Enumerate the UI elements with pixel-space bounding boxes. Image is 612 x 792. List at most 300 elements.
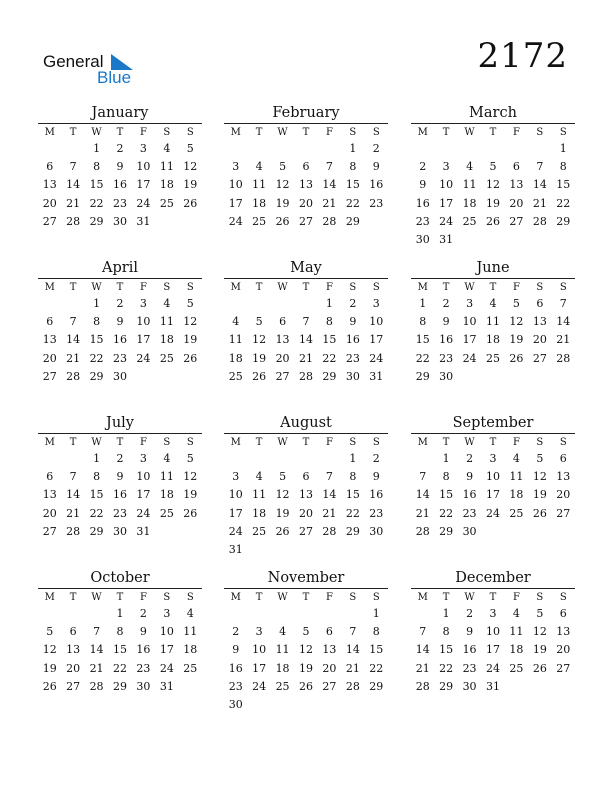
weekday-label: S bbox=[349, 127, 357, 138]
day-cell: 11 bbox=[275, 643, 290, 657]
day-cell: 13 bbox=[556, 470, 571, 484]
weekday-label: W bbox=[277, 127, 288, 138]
day-cell: 12 bbox=[509, 315, 524, 329]
weekday-label: W bbox=[464, 127, 475, 138]
day-cell: 14 bbox=[66, 488, 81, 502]
day-cell: 29 bbox=[112, 679, 127, 693]
day-cell: 16 bbox=[415, 196, 430, 210]
weekday-header bbox=[38, 435, 202, 450]
day-cell: 20 bbox=[556, 488, 571, 502]
month-september bbox=[411, 414, 575, 541]
day-cell: 11 bbox=[228, 333, 243, 347]
month-name: December bbox=[455, 570, 531, 586]
day-cell: 14 bbox=[415, 488, 430, 502]
day-cell: 10 bbox=[485, 470, 500, 484]
day-cell: 20 bbox=[298, 506, 313, 520]
day-cell: 26 bbox=[252, 369, 267, 383]
month-divider bbox=[224, 588, 388, 589]
day-cell: 26 bbox=[275, 524, 290, 538]
day-cell: 13 bbox=[298, 488, 313, 502]
day-cell: 11 bbox=[252, 178, 267, 192]
day-cell: 8 bbox=[559, 160, 567, 174]
day-cell: 9 bbox=[349, 315, 357, 329]
day-cell: 13 bbox=[42, 178, 57, 192]
day-cell: 17 bbox=[228, 196, 243, 210]
day-cell: 24 bbox=[159, 661, 174, 675]
empty-day-cell bbox=[294, 450, 317, 468]
day-cell: 2 bbox=[116, 452, 124, 465]
day-cell: 4 bbox=[489, 297, 497, 310]
day-cell: 11 bbox=[159, 160, 174, 174]
month-name: January bbox=[91, 105, 149, 121]
weekday-header bbox=[224, 435, 388, 450]
weekday-label: S bbox=[372, 592, 380, 603]
day-cell: 3 bbox=[255, 625, 263, 639]
month-june bbox=[411, 259, 575, 386]
day-cell: 15 bbox=[439, 643, 454, 657]
day-cell: 30 bbox=[415, 232, 430, 246]
day-cell: 14 bbox=[66, 178, 81, 192]
empty-day-cell bbox=[505, 140, 528, 158]
weekday-label: F bbox=[512, 592, 520, 603]
weekday-label: F bbox=[139, 127, 147, 138]
day-grid bbox=[38, 140, 202, 231]
weekday-label: T bbox=[116, 282, 124, 293]
day-cell: 21 bbox=[322, 196, 337, 210]
day-cell: 12 bbox=[42, 643, 57, 657]
day-cell: 29 bbox=[369, 679, 384, 693]
day-cell: 10 bbox=[462, 315, 477, 329]
day-cell: 4 bbox=[255, 470, 263, 484]
day-cell: 16 bbox=[112, 488, 127, 502]
day-cell: 2 bbox=[116, 297, 124, 310]
day-cell: 25 bbox=[275, 679, 290, 693]
weekday-label: S bbox=[559, 592, 567, 603]
day-cell: 27 bbox=[42, 369, 57, 383]
weekday-label: F bbox=[325, 592, 333, 603]
empty-day-cell bbox=[224, 295, 247, 313]
day-grid bbox=[38, 605, 202, 696]
day-cell: 21 bbox=[556, 333, 571, 347]
weekday-header bbox=[38, 280, 202, 295]
day-grid bbox=[411, 140, 575, 249]
day-cell: 14 bbox=[322, 488, 337, 502]
day-cell: 26 bbox=[298, 679, 313, 693]
day-cell: 16 bbox=[228, 661, 243, 675]
day-cell: 4 bbox=[255, 160, 263, 174]
day-cell: 27 bbox=[298, 524, 313, 538]
day-cell: 9 bbox=[442, 315, 450, 329]
month-divider bbox=[224, 433, 388, 434]
weekday-label: T bbox=[116, 127, 124, 138]
day-cell: 8 bbox=[372, 625, 380, 639]
day-cell: 29 bbox=[415, 369, 430, 383]
day-cell: 9 bbox=[466, 625, 474, 639]
day-cell: 28 bbox=[322, 214, 337, 228]
day-cell: 29 bbox=[345, 214, 360, 228]
day-cell: 3 bbox=[489, 607, 497, 620]
day-cell: 29 bbox=[89, 369, 104, 383]
weekday-label: W bbox=[91, 282, 102, 293]
day-cell: 13 bbox=[42, 488, 57, 502]
day-cell: 11 bbox=[159, 315, 174, 329]
day-cell: 25 bbox=[252, 524, 267, 538]
day-cell: 20 bbox=[42, 506, 57, 520]
weekday-label: S bbox=[536, 592, 544, 603]
day-cell: 23 bbox=[462, 506, 477, 520]
day-cell: 16 bbox=[462, 643, 477, 657]
day-cell: 1 bbox=[372, 607, 380, 620]
day-cell: 15 bbox=[556, 178, 571, 192]
day-cell: 16 bbox=[112, 333, 127, 347]
day-cell: 6 bbox=[46, 315, 54, 329]
day-cell: 20 bbox=[509, 196, 524, 210]
month-name: August bbox=[280, 415, 332, 431]
weekday-label: F bbox=[139, 282, 147, 293]
empty-day-cell bbox=[271, 450, 294, 468]
day-cell: 21 bbox=[322, 506, 337, 520]
day-cell: 23 bbox=[112, 351, 127, 365]
day-cell: 18 bbox=[159, 178, 174, 192]
weekday-label: T bbox=[69, 592, 77, 603]
day-grid bbox=[411, 295, 575, 386]
day-cell: 20 bbox=[532, 333, 547, 347]
weekday-label: S bbox=[186, 437, 194, 448]
month-name: June bbox=[476, 260, 510, 276]
day-cell: 15 bbox=[345, 178, 360, 192]
day-cell: 27 bbox=[532, 351, 547, 365]
empty-day-cell bbox=[61, 140, 84, 158]
weekday-label: T bbox=[302, 127, 310, 138]
empty-day-cell bbox=[61, 450, 84, 468]
weekday-label: S bbox=[536, 437, 544, 448]
day-cell: 23 bbox=[369, 506, 384, 520]
day-cell: 14 bbox=[532, 178, 547, 192]
weekday-label: M bbox=[417, 437, 428, 448]
day-cell: 25 bbox=[159, 196, 174, 210]
day-cell: 6 bbox=[559, 452, 567, 465]
day-cell: 16 bbox=[345, 333, 360, 347]
empty-day-cell bbox=[318, 450, 341, 468]
weekday-label: M bbox=[230, 437, 241, 448]
empty-day-cell bbox=[411, 140, 434, 158]
day-cell: 20 bbox=[42, 196, 57, 210]
day-cell: 15 bbox=[439, 488, 454, 502]
day-cell: 16 bbox=[462, 488, 477, 502]
empty-day-cell bbox=[247, 140, 270, 158]
day-cell: 25 bbox=[183, 661, 198, 675]
weekday-header bbox=[38, 590, 202, 605]
weekday-label: S bbox=[163, 437, 171, 448]
day-cell: 12 bbox=[485, 178, 500, 192]
day-cell: 3 bbox=[489, 452, 497, 465]
day-cell: 20 bbox=[556, 643, 571, 657]
day-cell: 26 bbox=[509, 351, 524, 365]
empty-day-cell bbox=[247, 605, 270, 623]
day-cell: 18 bbox=[159, 333, 174, 347]
day-grid bbox=[411, 605, 575, 696]
day-cell: 5 bbox=[46, 625, 54, 639]
year-title: 2172 bbox=[477, 36, 568, 76]
day-cell: 15 bbox=[89, 178, 104, 192]
day-cell: 30 bbox=[112, 369, 127, 383]
day-cell: 28 bbox=[322, 524, 337, 538]
weekday-label: T bbox=[116, 592, 124, 603]
day-cell: 4 bbox=[512, 607, 520, 620]
day-cell: 1 bbox=[116, 607, 124, 620]
day-cell: 24 bbox=[462, 351, 477, 365]
empty-day-cell bbox=[85, 605, 108, 623]
day-cell: 28 bbox=[415, 679, 430, 693]
day-cell: 25 bbox=[159, 506, 174, 520]
weekday-label: S bbox=[163, 592, 171, 603]
day-cell: 24 bbox=[485, 506, 500, 520]
weekday-label: S bbox=[372, 127, 380, 138]
month-divider bbox=[38, 588, 202, 589]
day-cell: 24 bbox=[439, 214, 454, 228]
day-cell: 9 bbox=[116, 160, 124, 174]
day-cell: 27 bbox=[556, 506, 571, 520]
day-cell: 4 bbox=[163, 452, 171, 465]
day-cell: 3 bbox=[139, 452, 147, 465]
day-cell: 13 bbox=[532, 315, 547, 329]
day-cell: 23 bbox=[369, 196, 384, 210]
weekday-label: S bbox=[349, 592, 357, 603]
day-cell: 18 bbox=[485, 333, 500, 347]
day-cell: 13 bbox=[509, 178, 524, 192]
day-cell: 3 bbox=[232, 160, 240, 174]
day-cell: 8 bbox=[349, 160, 357, 174]
weekday-label: S bbox=[186, 592, 194, 603]
day-cell: 3 bbox=[232, 470, 240, 484]
month-divider bbox=[411, 123, 575, 124]
empty-day-cell bbox=[528, 140, 551, 158]
day-cell: 20 bbox=[42, 351, 57, 365]
empty-day-cell bbox=[38, 605, 61, 623]
day-cell: 30 bbox=[345, 369, 360, 383]
day-cell: 4 bbox=[512, 452, 520, 465]
weekday-label: T bbox=[302, 282, 310, 293]
day-cell: 24 bbox=[369, 351, 384, 365]
day-cell: 27 bbox=[556, 661, 571, 675]
day-cell: 8 bbox=[93, 315, 101, 329]
month-december bbox=[411, 569, 575, 696]
day-cell: 1 bbox=[349, 452, 357, 465]
day-cell: 7 bbox=[69, 160, 77, 174]
weekday-label: S bbox=[536, 127, 544, 138]
day-cell: 29 bbox=[89, 524, 104, 538]
day-cell: 12 bbox=[275, 178, 290, 192]
day-cell: 1 bbox=[93, 452, 101, 465]
month-april bbox=[38, 259, 202, 386]
day-cell: 27 bbox=[509, 214, 524, 228]
day-cell: 11 bbox=[252, 488, 267, 502]
weekday-label: F bbox=[512, 127, 520, 138]
weekday-label: T bbox=[116, 437, 124, 448]
day-cell: 24 bbox=[228, 214, 243, 228]
weekday-label: M bbox=[230, 592, 241, 603]
weekday-label: W bbox=[464, 437, 475, 448]
day-cell: 5 bbox=[536, 607, 544, 620]
day-cell: 2 bbox=[116, 142, 124, 155]
day-cell: 20 bbox=[322, 661, 337, 675]
day-cell: 7 bbox=[349, 625, 357, 639]
day-cell: 15 bbox=[345, 488, 360, 502]
day-cell: 7 bbox=[419, 625, 427, 639]
month-name: October bbox=[90, 570, 150, 586]
day-cell: 19 bbox=[42, 661, 57, 675]
day-cell: 14 bbox=[556, 315, 571, 329]
day-cell: 19 bbox=[183, 333, 198, 347]
day-cell: 22 bbox=[556, 196, 571, 210]
weekday-label: S bbox=[186, 282, 194, 293]
empty-day-cell bbox=[481, 140, 504, 158]
day-cell: 11 bbox=[509, 470, 524, 484]
weekday-label: S bbox=[536, 282, 544, 293]
weekday-label: T bbox=[442, 592, 450, 603]
day-cell: 10 bbox=[252, 643, 267, 657]
day-cell: 10 bbox=[439, 178, 454, 192]
day-cell: 2 bbox=[139, 607, 147, 620]
day-cell: 7 bbox=[302, 315, 310, 329]
day-cell: 25 bbox=[252, 214, 267, 228]
day-cell: 28 bbox=[66, 214, 81, 228]
day-cell: 10 bbox=[136, 470, 151, 484]
day-cell: 31 bbox=[228, 542, 243, 556]
day-cell: 23 bbox=[439, 351, 454, 365]
day-cell: 30 bbox=[439, 369, 454, 383]
day-cell: 28 bbox=[532, 214, 547, 228]
day-cell: 5 bbox=[279, 470, 287, 484]
day-cell: 1 bbox=[349, 142, 357, 155]
day-cell: 8 bbox=[325, 315, 333, 329]
weekday-header bbox=[38, 125, 202, 140]
month-divider bbox=[411, 588, 575, 589]
day-cell: 15 bbox=[89, 488, 104, 502]
weekday-label: W bbox=[277, 437, 288, 448]
day-cell: 24 bbox=[252, 679, 267, 693]
day-cell: 3 bbox=[442, 160, 450, 174]
day-cell: 9 bbox=[116, 470, 124, 484]
weekday-label: F bbox=[139, 592, 147, 603]
day-cell: 15 bbox=[415, 333, 430, 347]
day-grid bbox=[224, 450, 388, 559]
day-cell: 28 bbox=[345, 679, 360, 693]
weekday-label: F bbox=[139, 437, 147, 448]
day-cell: 13 bbox=[66, 643, 81, 657]
day-cell: 17 bbox=[252, 661, 267, 675]
day-cell: 29 bbox=[439, 524, 454, 538]
day-cell: 23 bbox=[112, 506, 127, 520]
day-cell: 2 bbox=[372, 142, 380, 155]
empty-day-cell bbox=[247, 295, 270, 313]
empty-day-cell bbox=[271, 140, 294, 158]
day-cell: 18 bbox=[159, 488, 174, 502]
day-cell: 30 bbox=[462, 679, 477, 693]
day-cell: 22 bbox=[112, 661, 127, 675]
weekday-header bbox=[411, 590, 575, 605]
day-cell: 13 bbox=[275, 333, 290, 347]
weekday-label: T bbox=[442, 127, 450, 138]
month-divider bbox=[38, 123, 202, 124]
day-cell: 7 bbox=[69, 470, 77, 484]
day-cell: 29 bbox=[89, 214, 104, 228]
month-divider bbox=[38, 278, 202, 279]
weekday-header bbox=[224, 125, 388, 140]
day-cell: 4 bbox=[232, 315, 240, 329]
day-cell: 1 bbox=[93, 142, 101, 155]
day-cell: 25 bbox=[509, 661, 524, 675]
day-cell: 5 bbox=[512, 297, 520, 310]
day-cell: 14 bbox=[298, 333, 313, 347]
day-cell: 19 bbox=[532, 488, 547, 502]
day-cell: 19 bbox=[485, 196, 500, 210]
day-cell: 27 bbox=[42, 524, 57, 538]
empty-day-cell bbox=[38, 140, 61, 158]
day-cell: 18 bbox=[183, 643, 198, 657]
day-cell: 2 bbox=[419, 160, 427, 174]
month-name: February bbox=[272, 105, 340, 121]
day-cell: 24 bbox=[136, 506, 151, 520]
empty-day-cell bbox=[38, 295, 61, 313]
day-cell: 5 bbox=[255, 315, 263, 329]
day-cell: 31 bbox=[485, 679, 500, 693]
day-cell: 7 bbox=[325, 470, 333, 484]
day-cell: 21 bbox=[415, 661, 430, 675]
day-cell: 23 bbox=[136, 661, 151, 675]
weekday-label: S bbox=[163, 127, 171, 138]
day-cell: 19 bbox=[183, 178, 198, 192]
empty-day-cell bbox=[224, 450, 247, 468]
day-cell: 6 bbox=[69, 625, 77, 639]
day-cell: 27 bbox=[322, 679, 337, 693]
empty-day-cell bbox=[271, 295, 294, 313]
weekday-label: W bbox=[464, 282, 475, 293]
day-cell: 6 bbox=[46, 160, 54, 174]
weekday-label: W bbox=[91, 437, 102, 448]
day-cell: 14 bbox=[345, 643, 360, 657]
weekday-label: S bbox=[559, 282, 567, 293]
month-july bbox=[38, 414, 202, 541]
weekday-label: F bbox=[325, 437, 333, 448]
day-cell: 3 bbox=[139, 142, 147, 155]
day-cell: 3 bbox=[372, 297, 380, 310]
day-cell: 7 bbox=[536, 160, 544, 174]
day-cell: 27 bbox=[66, 679, 81, 693]
weekday-label: T bbox=[489, 127, 497, 138]
day-cell: 17 bbox=[369, 333, 384, 347]
day-cell: 14 bbox=[322, 178, 337, 192]
logo-text-general: General bbox=[43, 52, 104, 71]
day-cell: 7 bbox=[419, 470, 427, 484]
day-cell: 29 bbox=[322, 369, 337, 383]
month-january bbox=[38, 104, 202, 231]
day-cell: 6 bbox=[536, 297, 544, 310]
day-cell: 3 bbox=[139, 297, 147, 310]
day-grid bbox=[224, 295, 388, 386]
day-cell: 26 bbox=[183, 351, 198, 365]
day-cell: 8 bbox=[442, 470, 450, 484]
day-cell: 28 bbox=[89, 679, 104, 693]
day-cell: 4 bbox=[186, 607, 194, 620]
weekday-label: T bbox=[442, 282, 450, 293]
day-cell: 2 bbox=[442, 297, 450, 310]
day-cell: 2 bbox=[349, 297, 357, 310]
day-cell: 7 bbox=[559, 297, 567, 310]
day-cell: 28 bbox=[298, 369, 313, 383]
day-cell: 15 bbox=[112, 643, 127, 657]
day-cell: 17 bbox=[462, 333, 477, 347]
